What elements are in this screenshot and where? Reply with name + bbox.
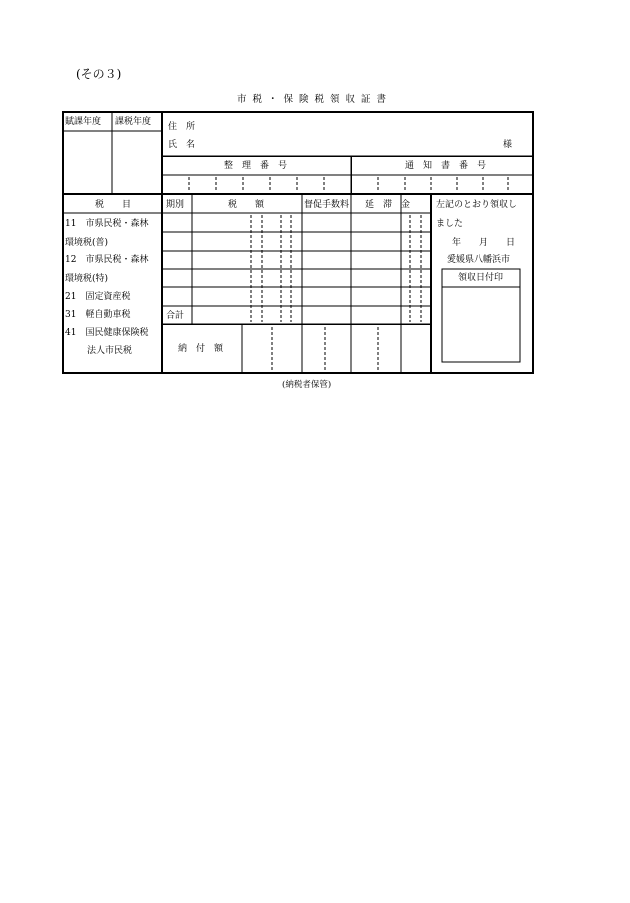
tax-item-12: 12 市県民税・森林 <box>65 255 149 265</box>
total-label: 合計 <box>166 311 185 321</box>
reference-number-label: 整 理 番 号 <box>224 161 288 171</box>
tax-item-11-cont: 環境税(普) <box>65 238 109 248</box>
receipt-text-line1: 左記のとおり領収し <box>436 200 518 210</box>
section-label: (その３) <box>76 67 122 81</box>
notice-number-label: 通 知 書 番 号 <box>405 161 487 171</box>
tax-item-header: 税 目 <box>95 200 132 210</box>
payment-amount-label: 納 付 額 <box>178 344 224 354</box>
tax-year-label: 課税年度 <box>115 117 152 127</box>
tax-item-41: 41 国民健康保険税 <box>65 328 149 338</box>
tax-item-31: 31 軽自動車税 <box>65 310 131 320</box>
receipt-text-line2: ました <box>436 219 464 229</box>
period-header: 期別 <box>166 200 185 210</box>
tax-item-21: 21 固定資産税 <box>65 292 131 302</box>
late-fee-header: 延 滞 金 <box>365 200 411 210</box>
document-title: 市税・保険税領収証書 <box>237 94 393 105</box>
date-label: 年 月 日 <box>452 238 516 248</box>
footer-note: (納税者保管) <box>282 380 332 390</box>
collection-fee-header: 督促手数料 <box>304 200 350 210</box>
address-label: 住 所 <box>168 122 196 132</box>
levy-year-label: 賦課年度 <box>65 117 102 127</box>
honorific: 様 <box>503 140 513 150</box>
tax-item-11: 11 市県民税・森林 <box>65 219 149 229</box>
tax-item-12-cont: 環境税(特) <box>65 274 109 284</box>
tax-amount-header: 税 額 <box>228 200 265 210</box>
tax-item-corporate: 法人市民税 <box>87 346 133 356</box>
name-label: 氏 名 <box>168 140 196 150</box>
stamp-label: 領収日付印 <box>458 273 504 283</box>
issuer: 愛媛県八幡浜市 <box>447 255 511 265</box>
